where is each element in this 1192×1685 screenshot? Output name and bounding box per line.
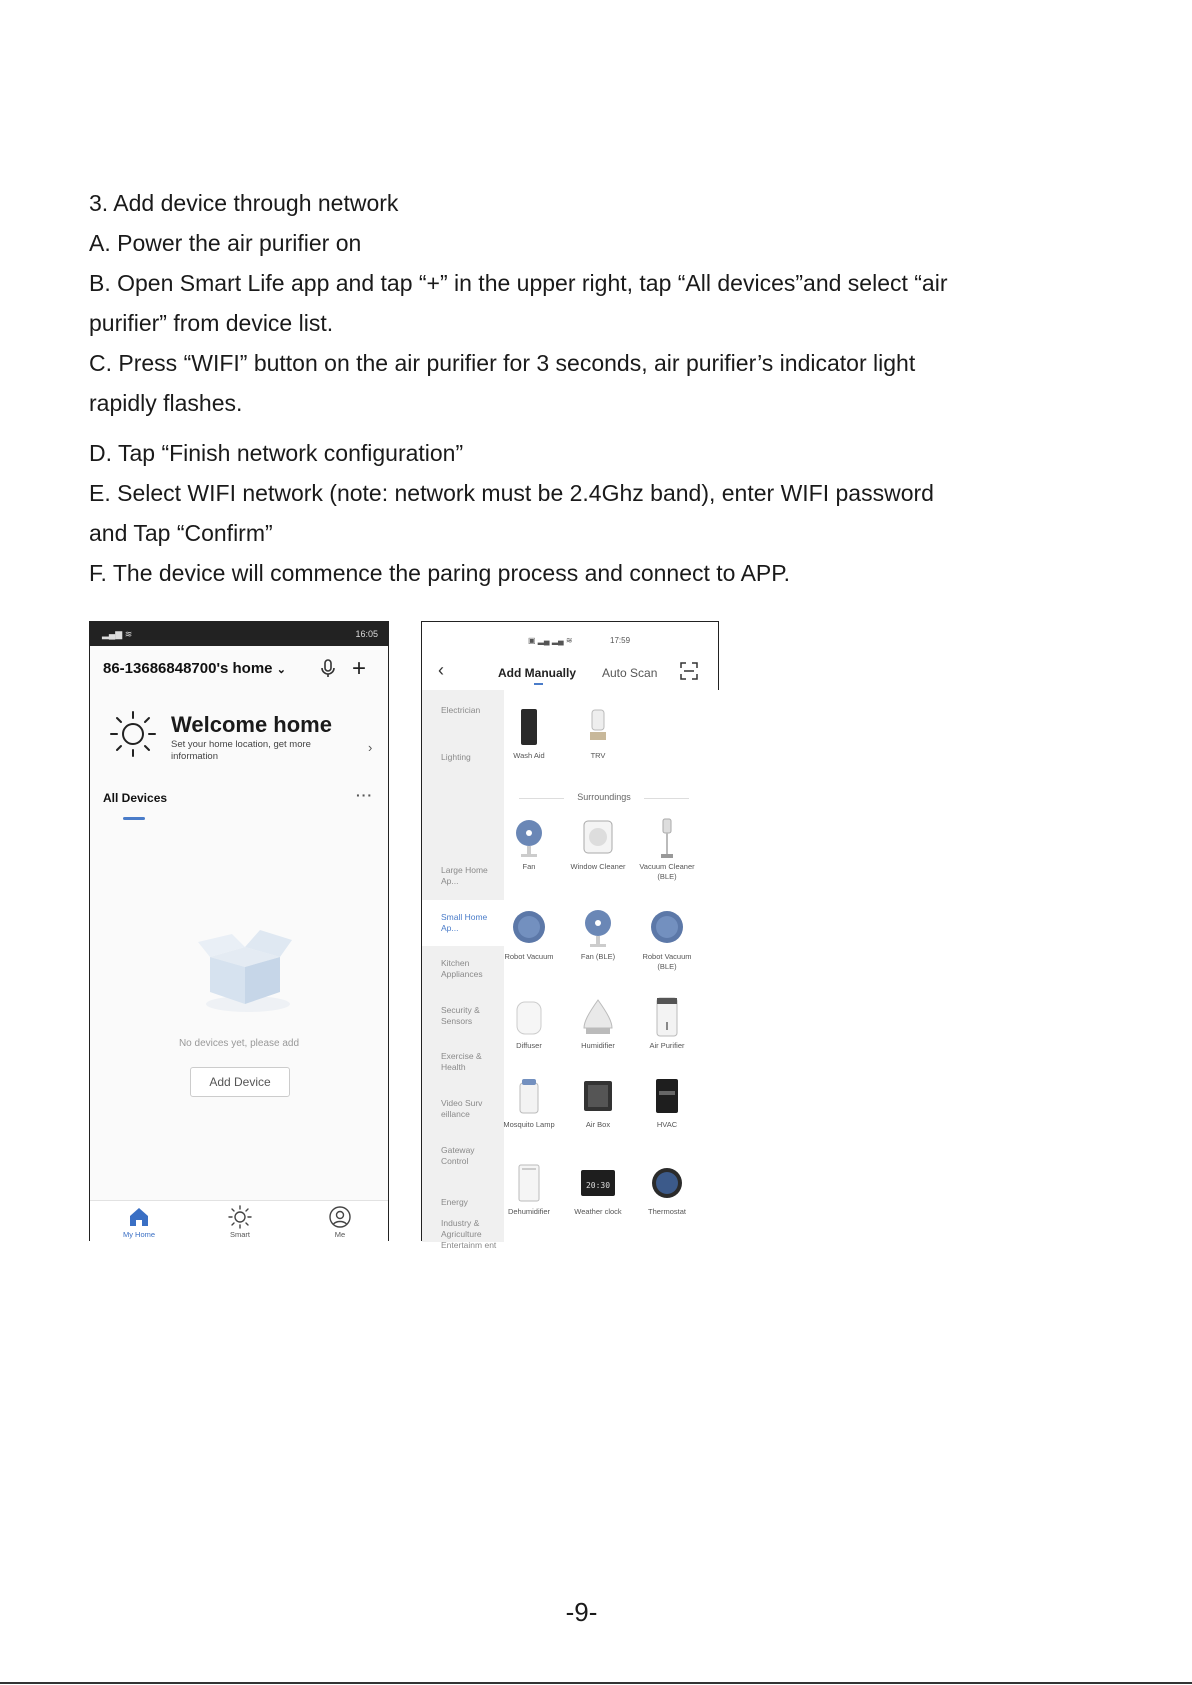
device-robot-vacuum[interactable]: Robot Vacuum xyxy=(497,907,561,962)
device-wash-aid[interactable]: Wash Aid xyxy=(497,706,561,761)
category-exercise-health[interactable]: Exercise & Health xyxy=(441,1051,482,1072)
device-thermostat[interactable]: Thermostat xyxy=(635,1162,699,1217)
phone-screenshot-home xyxy=(89,621,389,1241)
device-window-cleaner[interactable]: Window Cleaner xyxy=(566,817,630,872)
device-air-purifier[interactable]: Air Purifier xyxy=(635,996,699,1051)
section-surroundings: Surroundings xyxy=(519,792,689,802)
tab-label: My Home xyxy=(122,1230,156,1239)
category-industry-agriculture[interactable]: Industry & Agriculture xyxy=(441,1218,482,1239)
fan-icon xyxy=(509,817,549,859)
window-cleaner-icon xyxy=(578,817,618,859)
device-trv[interactable]: TRV xyxy=(566,706,630,761)
category-video-surveillance[interactable]: Video Surv eillance xyxy=(441,1098,483,1119)
step-d: D. Tap “Finish network configuration” xyxy=(89,440,464,466)
mosquito-lamp-icon xyxy=(509,1075,549,1117)
dehumidifier-icon xyxy=(509,1162,549,1204)
device-diffuser[interactable]: Diffuser xyxy=(497,996,561,1051)
section-heading: 3. Add device through network xyxy=(89,190,399,216)
device-weather-clock[interactable]: 20:30 Weather clock xyxy=(566,1162,630,1217)
tab-smart[interactable] xyxy=(210,1205,270,1239)
bottom-divider xyxy=(0,1682,1192,1684)
device-vacuum-cleaner-ble[interactable]: Vacuum Cleaner (BLE) xyxy=(635,817,699,881)
signal-icon: ▂▄▆ ≋ xyxy=(102,629,133,639)
more-options-icon[interactable]: ··· xyxy=(356,787,373,803)
phone-screenshot-add-device xyxy=(421,621,719,1250)
home-title: 86-13686848700's home xyxy=(103,660,273,677)
step-c-line2: rapidly flashes. xyxy=(89,390,243,416)
add-device-button[interactable]: Add Device xyxy=(190,1067,290,1097)
category-security-sensors[interactable]: Security & Sensors xyxy=(441,1005,480,1026)
diffuser-icon xyxy=(509,996,549,1038)
page-number: -9- xyxy=(565,1597,598,1627)
wash-aid-icon xyxy=(509,706,549,748)
step-c-line1: C. Press “WIFI” button on the air purifier for 3 seconds, air purifier’s indicator light xyxy=(89,350,916,376)
step-b-line2: purifier” from device list. xyxy=(89,310,334,336)
fan-icon xyxy=(578,907,618,949)
step-f: F. The device will commence the paring process and connect to APP. xyxy=(89,560,791,586)
tab-underline xyxy=(534,683,543,685)
robot-vacuum-icon xyxy=(509,907,549,949)
add-plus-button[interactable]: + xyxy=(352,655,367,682)
status-bar xyxy=(90,622,388,646)
device-mosquito-lamp[interactable]: Mosquito Lamp xyxy=(497,1075,561,1130)
instructions xyxy=(89,183,1089,593)
step-e-line1: E. Select WIFI network (note: network must be 2.4Ghz band), enter WIFI password xyxy=(89,480,934,506)
category-sidebar xyxy=(422,690,504,1250)
step-a: A. Power the air purifier on xyxy=(89,230,362,256)
tab-label: Smart xyxy=(229,1230,250,1239)
device-hvac[interactable]: HVAC xyxy=(635,1075,699,1130)
weather-clock-icon xyxy=(578,1162,618,1204)
device-air-box[interactable]: Air Box xyxy=(566,1075,630,1130)
device-fan-ble[interactable]: Fan (BLE) xyxy=(566,907,630,962)
humidifier-icon xyxy=(578,996,618,1038)
tab-my-home[interactable] xyxy=(109,1205,169,1239)
chevron-right-icon[interactable]: › xyxy=(368,740,373,755)
smart-sun-icon xyxy=(228,1205,252,1229)
device-dehumidifier[interactable]: Dehumidifier xyxy=(497,1162,561,1217)
microphone-icon[interactable] xyxy=(318,658,338,678)
category-energy[interactable]: Energy xyxy=(441,1197,468,1207)
category-large-home-appliances[interactable]: Large Home Ap... xyxy=(441,865,488,886)
device-fan[interactable]: Fan xyxy=(497,817,561,872)
tab-auto-scan[interactable]: Auto Scan xyxy=(602,666,658,680)
empty-box-icon xyxy=(190,922,300,1017)
vacuum-cleaner-icon xyxy=(647,817,687,859)
step-e-line2: and Tap “Confirm” xyxy=(89,520,273,546)
sun-icon xyxy=(108,709,158,759)
device-humidifier[interactable]: Humidifier xyxy=(566,996,630,1051)
thermostat-icon xyxy=(647,1162,687,1204)
scan-qr-icon[interactable] xyxy=(680,662,698,680)
tab-label: Me xyxy=(334,1230,346,1239)
empty-state-text: No devices yet, please add xyxy=(178,1038,300,1049)
tab-add-manually[interactable]: Add Manually xyxy=(498,666,577,680)
tab-me[interactable] xyxy=(310,1205,370,1239)
category-gateway-control[interactable]: Gateway Control xyxy=(441,1145,475,1166)
step-b-line1: B. Open Smart Life app and tap “+” in the upper right, tap “All devices”and select “air xyxy=(89,270,948,296)
welcome-title: Welcome home xyxy=(171,712,332,737)
back-chevron-icon[interactable]: ‹ xyxy=(438,660,444,680)
status-time: 17:59 xyxy=(610,636,631,645)
welcome-subtitle[interactable]: Set your home location, get more information xyxy=(171,739,311,762)
robot-vacuum-icon xyxy=(647,907,687,949)
trv-icon xyxy=(578,706,618,748)
home-icon xyxy=(127,1205,151,1229)
category-lighting[interactable]: Lighting xyxy=(441,752,471,762)
chevron-down-icon: ⌄ xyxy=(276,664,286,676)
category-electrician[interactable]: Electrician xyxy=(441,705,481,715)
category-small-home-appliances[interactable]: Small Home Ap... xyxy=(441,912,488,933)
bottom-tab-bar xyxy=(90,1200,388,1242)
device-robot-vacuum-ble[interactable]: Robot Vacuum (BLE) xyxy=(635,907,699,971)
tab-underline xyxy=(123,817,145,820)
air-box-icon xyxy=(578,1075,618,1117)
tab-all-devices[interactable]: All Devices xyxy=(103,791,168,805)
air-purifier-icon xyxy=(647,996,687,1038)
home-selector[interactable] xyxy=(103,660,286,677)
status-time: 16:05 xyxy=(355,629,378,639)
user-icon xyxy=(328,1205,352,1229)
category-kitchen-appliances[interactable]: Kitchen Appliances xyxy=(441,958,483,979)
clock-reading: 20:30 xyxy=(585,1181,611,1190)
hvac-icon xyxy=(647,1075,687,1117)
signal-icon: ▣ ▂▄ ▂▄ ≋ xyxy=(528,636,573,645)
category-entertainment[interactable]: Entertainm ent xyxy=(441,1240,497,1250)
